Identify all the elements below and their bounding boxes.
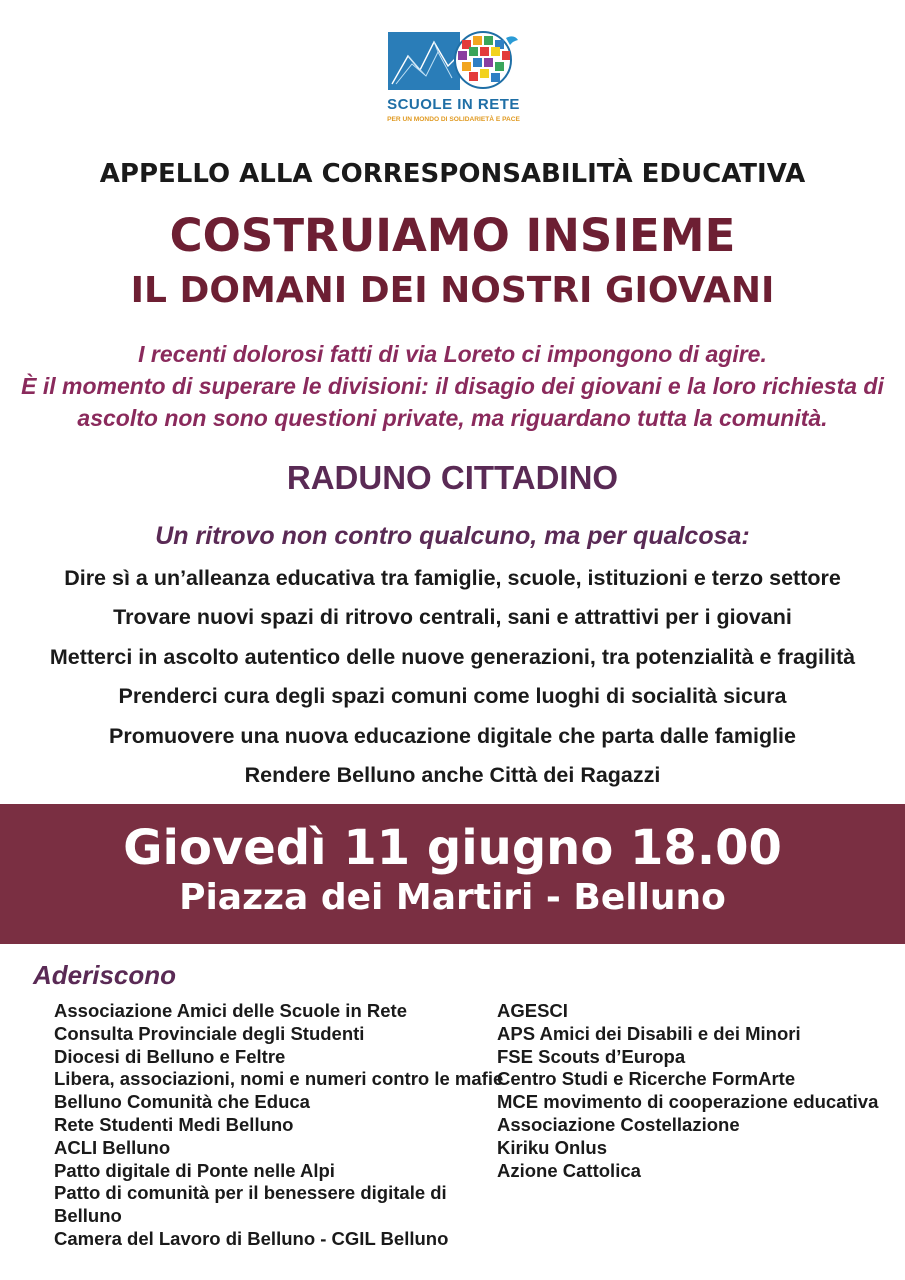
headline-line-2: IL DOMANI DEI NOSTRI GIOVANI [130, 270, 775, 311]
member-item: Camera del Lavoro di Belluno - CGIL Belluno [54, 1227, 449, 1249]
logo-graphic-icon [386, 28, 521, 96]
raduno-subtitle: Un ritrovo non contro qualcuno, ma per qualcosa: [155, 522, 750, 550]
intro-line: I recenti dolorosi fatti di via Loreto ci impongono di agire. [138, 341, 767, 367]
member-item: Belluno Comunità che Educa [54, 1091, 310, 1113]
event-date: Giovedì 11 giugno 18.00 [123, 820, 782, 876]
member-item: FSE Scouts d’Europa [497, 1045, 686, 1067]
members-list-left [54, 1000, 503, 1251]
intro-line: ascolto non sono questioni private, ma riguardano tutta la comunità. [77, 405, 828, 431]
point-item: Trovare nuovi spazi di ritrovo centrali, sani e attrattivi per i giovani [113, 605, 792, 630]
event-banner [0, 804, 905, 944]
headline-line-1: COSTRUIAMO INSIEME [169, 209, 736, 262]
appeal-kicker: APPELLO ALLA CORRESPONSABILITÀ EDUCATIVA [99, 159, 806, 189]
raduno-title: RADUNO CITTADINO [286, 459, 619, 496]
member-item: Associazione Amici delle Scuole in Rete [54, 1000, 407, 1021]
point-item: Promuovere una nuova educazione digitale che parta dalle famiglie [109, 723, 796, 748]
member-item: Belluno [54, 1205, 122, 1227]
point-item: Dire sì a un’alleanza educativa tra famiglie, scuole, istituzioni e terzo settore [64, 566, 841, 590]
point-item: Metterci in ascolto autentico delle nuove generazioni, tra potenzialità e fragilità [49, 644, 856, 669]
member-item: MCE movimento di cooperazione educativa [497, 1091, 879, 1113]
member-item: Kiriku Onlus [497, 1136, 607, 1158]
member-item: Consulta Provinciale degli Studenti [54, 1022, 365, 1044]
event-place: Piazza dei Martiri - Belluno [179, 877, 726, 918]
member-item: AGESCI [497, 1000, 568, 1021]
member-item: Rete Studenti Medi Belluno [54, 1113, 294, 1135]
member-item: Patto di comunità per il benessere digitale di [54, 1182, 447, 1204]
member-item: Patto digitale di Ponte nelle Alpi [54, 1159, 335, 1181]
member-item: Associazione Costellazione [497, 1113, 740, 1135]
intro-paragraph [0, 338, 905, 434]
logo-title: SCUOLE IN RETE [387, 96, 520, 113]
raduno-points-list [0, 559, 905, 795]
members-list-right [497, 1000, 878, 1182]
member-item: APS Amici dei Disabili e dei Minori [497, 1022, 801, 1044]
scuole-in-rete-logo [386, 28, 521, 128]
member-item: Centro Studi e Ricerche FormArte [497, 1068, 796, 1090]
member-item: Diocesi di Belluno e Feltre [54, 1045, 286, 1067]
member-item: Libera, associazioni, nomi e numeri contro le mafie [54, 1068, 504, 1090]
logo-subtitle: PER UN MONDO DI SOLIDARIETÀ E PACE [387, 116, 520, 123]
member-item: ACLI Belluno [54, 1136, 171, 1158]
point-item: Rendere Belluno anche Città dei Ragazzi [244, 763, 661, 788]
members-title: Aderiscono [33, 960, 177, 990]
point-item: Prenderci cura degli spazi comuni come luoghi di socialità sicura [118, 684, 787, 709]
intro-line: È il momento di superare le divisioni: il disagio dei giovani e la loro richiesta di [21, 373, 884, 399]
member-item: Azione Cattolica [497, 1159, 641, 1181]
